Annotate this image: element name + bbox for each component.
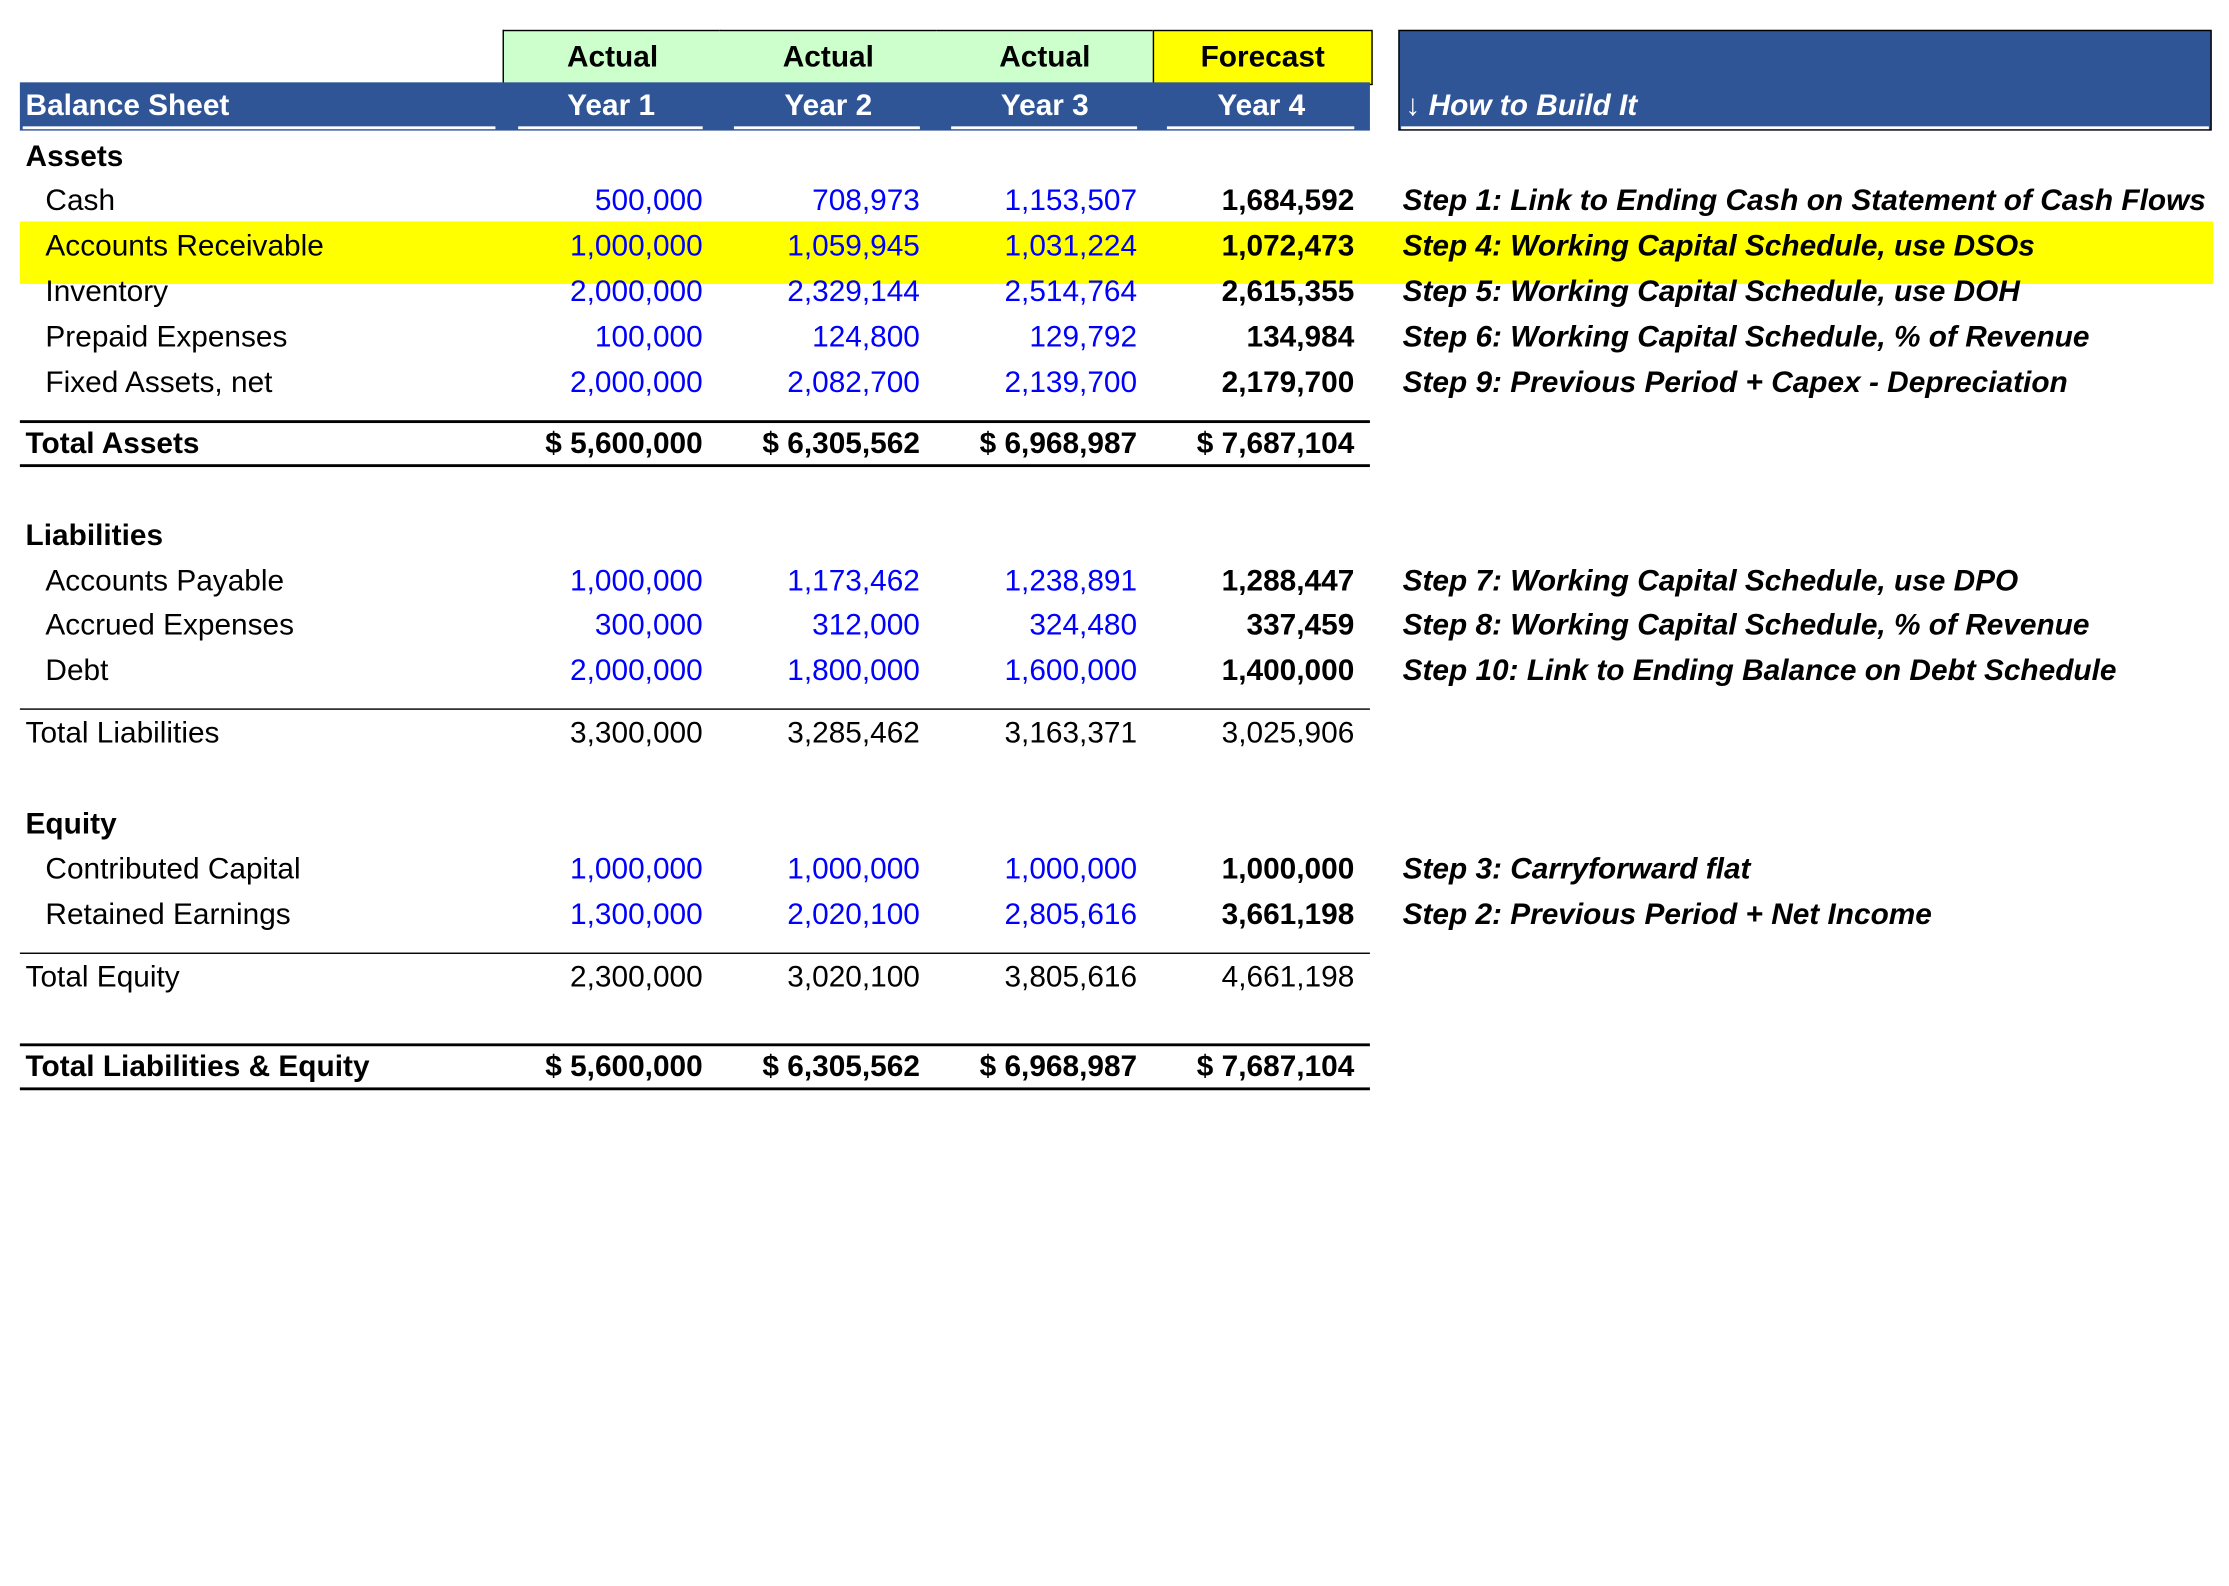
how-to-title: ↓ How to Build It bbox=[1405, 89, 1638, 123]
total-total-liabilities-equity-year4: $ 7,687,104 bbox=[1196, 1050, 1355, 1084]
note-debt: Step 10: Link to Ending Balance on Debt Schedule bbox=[1402, 654, 2117, 688]
value-contributed-capital-year3: 1,000,000 bbox=[1004, 853, 1138, 886]
value-contributed-capital-year2: 1,000,000 bbox=[787, 853, 920, 886]
value-cash-year1: 500,000 bbox=[594, 184, 703, 218]
value-cash-year3: 1,153,507 bbox=[1004, 184, 1138, 218]
note-inventory: Step 5: Working Capital Schedule, use DOH bbox=[1402, 275, 2020, 309]
total-total-liabilities-year2: 3,285,462 bbox=[787, 716, 920, 750]
value-accrued-expenses-year2: 312,000 bbox=[812, 609, 920, 642]
value-retained-earnings-year4: 3,661,198 bbox=[1221, 898, 1355, 932]
value-debt-year1: 2,000,000 bbox=[570, 654, 703, 688]
total-label-total-equity: Total Equity bbox=[25, 961, 180, 994]
status-forecast-year4: Forecast bbox=[1153, 30, 1373, 85]
note-prepaid-expenses: Step 6: Working Capital Schedule, % of Revenue bbox=[1402, 320, 2090, 354]
total-total-liabilities-equity-year1: $ 5,600,000 bbox=[545, 1050, 703, 1084]
rule-above-total-equity bbox=[20, 953, 1370, 954]
row-label-debt: Debt bbox=[45, 654, 109, 688]
note-accrued-expenses: Step 8: Working Capital Schedule, % of Revenue bbox=[1402, 609, 2090, 642]
total-total-liabilities-year3: 3,163,371 bbox=[1004, 716, 1138, 750]
value-cash-year2: 708,973 bbox=[812, 184, 920, 218]
value-retained-earnings-year2: 2,020,100 bbox=[787, 898, 920, 932]
note-cash: Step 1: Link to Ending Cash on Statement of Cash Flows bbox=[1402, 184, 2206, 218]
value-contributed-capital-year4: 1,000,000 bbox=[1221, 853, 1355, 886]
value-inventory-year1: 2,000,000 bbox=[570, 275, 703, 309]
total-label-total-liabilities-equity: Total Liabilities & Equity bbox=[25, 1050, 370, 1084]
row-label-prepaid-expenses: Prepaid Expenses bbox=[45, 320, 288, 354]
row-label-inventory: Inventory bbox=[45, 275, 169, 309]
row-label-contributed-capital: Contributed Capital bbox=[45, 853, 301, 886]
value-accounts-payable-year3: 1,238,891 bbox=[1004, 565, 1138, 598]
value-accounts-payable-year4: 1,288,447 bbox=[1221, 565, 1355, 598]
note-retained-earnings: Step 2: Previous Period + Net Income bbox=[1402, 898, 1932, 932]
value-accounts-payable-year1: 1,000,000 bbox=[570, 565, 703, 598]
section-equity: Equity bbox=[25, 807, 117, 841]
total-label-total-assets: Total Assets bbox=[25, 427, 200, 460]
rule-above-total-liabilities bbox=[20, 708, 1370, 709]
status-actual-year3: Actual bbox=[937, 30, 1153, 85]
value-prepaid-expenses-year2: 124,800 bbox=[812, 320, 920, 354]
value-contributed-capital-year1: 1,000,000 bbox=[570, 853, 703, 886]
title-underline bbox=[23, 126, 496, 129]
year-4-header: Year 4 bbox=[1217, 89, 1306, 123]
total-total-equity-year4: 4,661,198 bbox=[1221, 961, 1355, 994]
value-fixed-assets-net-year1: 2,000,000 bbox=[570, 366, 703, 399]
row-label-fixed-assets-net: Fixed Assets, net bbox=[45, 366, 273, 399]
how-to-underline bbox=[1401, 126, 2209, 129]
total-total-equity-year3: 3,805,616 bbox=[1004, 961, 1138, 994]
value-accrued-expenses-year4: 337,459 bbox=[1246, 609, 1355, 642]
total-total-liabilities-year1: 3,300,000 bbox=[570, 716, 703, 750]
value-accounts-receivable-year3: 1,031,224 bbox=[1004, 229, 1138, 263]
section-liabilities: Liabilities bbox=[25, 519, 164, 553]
value-debt-year3: 1,600,000 bbox=[1004, 654, 1138, 688]
total-total-liabilities-equity-year2: $ 6,305,562 bbox=[762, 1050, 920, 1084]
value-retained-earnings-year3: 2,805,616 bbox=[1004, 898, 1138, 932]
value-cash-year4: 1,684,592 bbox=[1221, 184, 1355, 218]
note-accounts-payable: Step 7: Working Capital Schedule, use DPO bbox=[1402, 565, 2019, 598]
year-3-underline bbox=[951, 126, 1137, 129]
total-total-assets-year4: $ 7,687,104 bbox=[1196, 427, 1355, 460]
value-accrued-expenses-year1: 300,000 bbox=[594, 609, 703, 642]
rule-below-total-assets bbox=[20, 464, 1370, 467]
value-accounts-receivable-year4: 1,072,473 bbox=[1221, 229, 1355, 263]
year-2-underline bbox=[734, 126, 920, 129]
year-1-underline bbox=[518, 126, 703, 129]
total-total-assets-year1: $ 5,600,000 bbox=[545, 427, 703, 460]
note-fixed-assets-net: Step 9: Previous Period + Capex - Depreciation bbox=[1402, 366, 2068, 399]
value-prepaid-expenses-year4: 134,984 bbox=[1246, 320, 1355, 354]
value-accounts-payable-year2: 1,173,462 bbox=[787, 565, 920, 598]
row-label-accounts-receivable: Accounts Receivable bbox=[45, 229, 324, 263]
value-accounts-receivable-year2: 1,059,945 bbox=[787, 229, 920, 263]
total-total-assets-year3: $ 6,968,987 bbox=[979, 427, 1138, 460]
value-debt-year4: 1,400,000 bbox=[1221, 654, 1355, 688]
row-label-accounts-payable: Accounts Payable bbox=[45, 565, 285, 598]
section-assets: Assets bbox=[25, 140, 124, 174]
note-accounts-receivable: Step 4: Working Capital Schedule, use DSOs bbox=[1402, 229, 2035, 263]
total-total-equity-year2: 3,020,100 bbox=[787, 961, 920, 994]
sheet-title: Balance Sheet bbox=[25, 89, 230, 123]
year-4-underline bbox=[1167, 126, 1354, 129]
value-fixed-assets-net-year2: 2,082,700 bbox=[787, 366, 920, 399]
value-retained-earnings-year1: 1,300,000 bbox=[570, 898, 703, 932]
total-total-liabilities-year4: 3,025,906 bbox=[1221, 716, 1355, 750]
status-actual-year1: Actual bbox=[503, 30, 722, 85]
value-fixed-assets-net-year3: 2,139,700 bbox=[1004, 366, 1138, 399]
row-label-cash: Cash bbox=[45, 184, 116, 218]
value-accounts-receivable-year1: 1,000,000 bbox=[570, 229, 703, 263]
value-inventory-year2: 2,329,144 bbox=[787, 275, 920, 309]
total-total-equity-year1: 2,300,000 bbox=[570, 961, 703, 994]
value-prepaid-expenses-year3: 129,792 bbox=[1029, 320, 1138, 354]
value-prepaid-expenses-year1: 100,000 bbox=[594, 320, 703, 354]
value-fixed-assets-net-year4: 2,179,700 bbox=[1221, 366, 1355, 399]
note-contributed-capital: Step 3: Carryforward flat bbox=[1402, 853, 1751, 886]
total-total-liabilities-equity-year3: $ 6,968,987 bbox=[979, 1050, 1138, 1084]
value-inventory-year4: 2,615,355 bbox=[1221, 275, 1355, 309]
year-2-header: Year 2 bbox=[784, 89, 873, 123]
status-actual-year2: Actual bbox=[720, 30, 937, 85]
total-total-assets-year2: $ 6,305,562 bbox=[762, 427, 920, 460]
value-debt-year2: 1,800,000 bbox=[787, 654, 920, 688]
year-3-header: Year 3 bbox=[1000, 89, 1089, 123]
row-label-accrued-expenses: Accrued Expenses bbox=[45, 609, 295, 642]
year-1-header: Year 1 bbox=[567, 89, 656, 123]
row-label-retained-earnings: Retained Earnings bbox=[45, 898, 291, 932]
value-inventory-year3: 2,514,764 bbox=[1004, 275, 1138, 309]
total-label-total-liabilities: Total Liabilities bbox=[25, 716, 220, 750]
value-accrued-expenses-year3: 324,480 bbox=[1029, 609, 1138, 642]
rule-below-grand-total bbox=[20, 1087, 1370, 1090]
